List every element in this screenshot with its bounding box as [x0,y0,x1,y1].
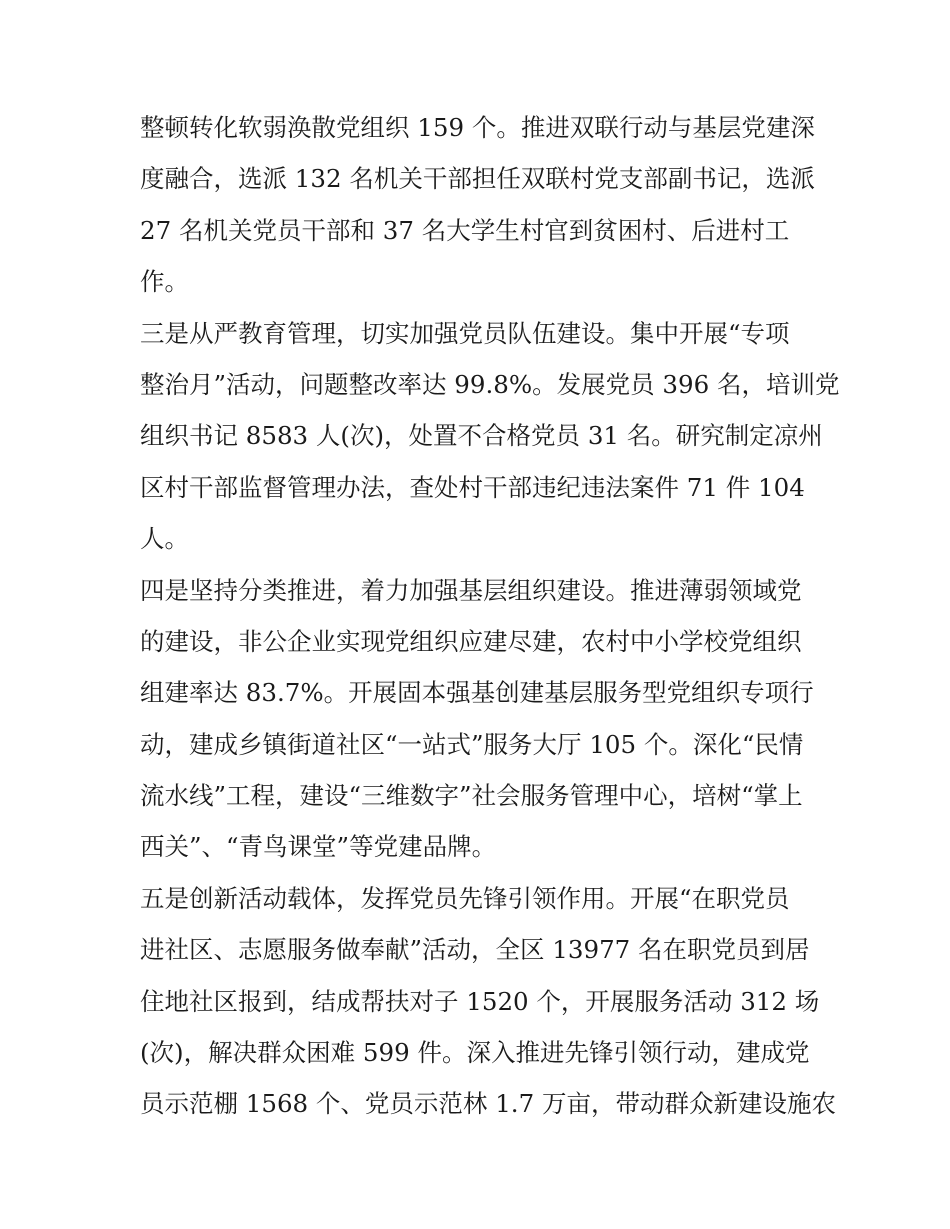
text-line: 整治月”活动，问题整改率达 99.8%。发展党员 396 名，培训党 [140,369,840,399]
text-line: 度融合，选派 132 名机关干部担任双联村党支部副书记，选派 [140,164,815,194]
text-line: 西关”、“青鸟课堂”等党建品牌。 [140,832,497,862]
text-line: 作。 [140,267,189,297]
document-body [140,102,840,1130]
text-line: 组织书记 8583 人(次)，处置不合格党员 31 名。研究制定凉州 [140,421,823,451]
text-line: 的建设，非公企业实现党组织应建尽建，农村中小学校党组织 [140,626,802,656]
text-line: 住地社区报到，结成帮扶对子 1520 个，开展服务活动 312 场 [140,986,820,1016]
text-line: 区村干部监督管理办法，查处村干部违纪违法案件 71 件 104 [140,472,805,502]
paragraph-start-line: 三是从严教育管理，切实加强党员队伍建设。集中开展“专项 [140,318,790,348]
text-line: 流水线”工程，建设“三维数字”社会服务管理中心，培树“掌上 [140,781,803,811]
paragraph-start-line: 四是坚持分类推进，着力加强基层组织建设。推进薄弱领域党 [140,575,802,605]
text-line: 组建率达 83.7%。开展固本强基创建基层服务型党组织专项行 [140,678,814,708]
text-line: 人。 [140,524,189,554]
text-line: 整顿转化软弱涣散党组织 159 个。推进双联行动与基层党建深 [140,113,815,142]
text-line: 27 名机关党员干部和 37 名大学生村官到贫困村、后进村工 [140,215,790,245]
text-line: 进社区、志愿服务做奉献”活动，全区 13977 名在职党员到居 [140,935,810,965]
text-line: 动，建成乡镇街道社区“一站式”服务大厅 105 个。深化“民情 [140,729,804,759]
text-line: 员示范棚 1568 个、党员示范林 1.7 万亩，带动群众新建设施农 [140,1089,836,1119]
text-line: (次)，解决群众困难 599 件。深入推进先锋引领行动，建成党 [140,1038,810,1068]
paragraph-start-line: 五是创新活动载体，发挥党员先锋引领作用。开展“在职党员 [140,883,790,913]
